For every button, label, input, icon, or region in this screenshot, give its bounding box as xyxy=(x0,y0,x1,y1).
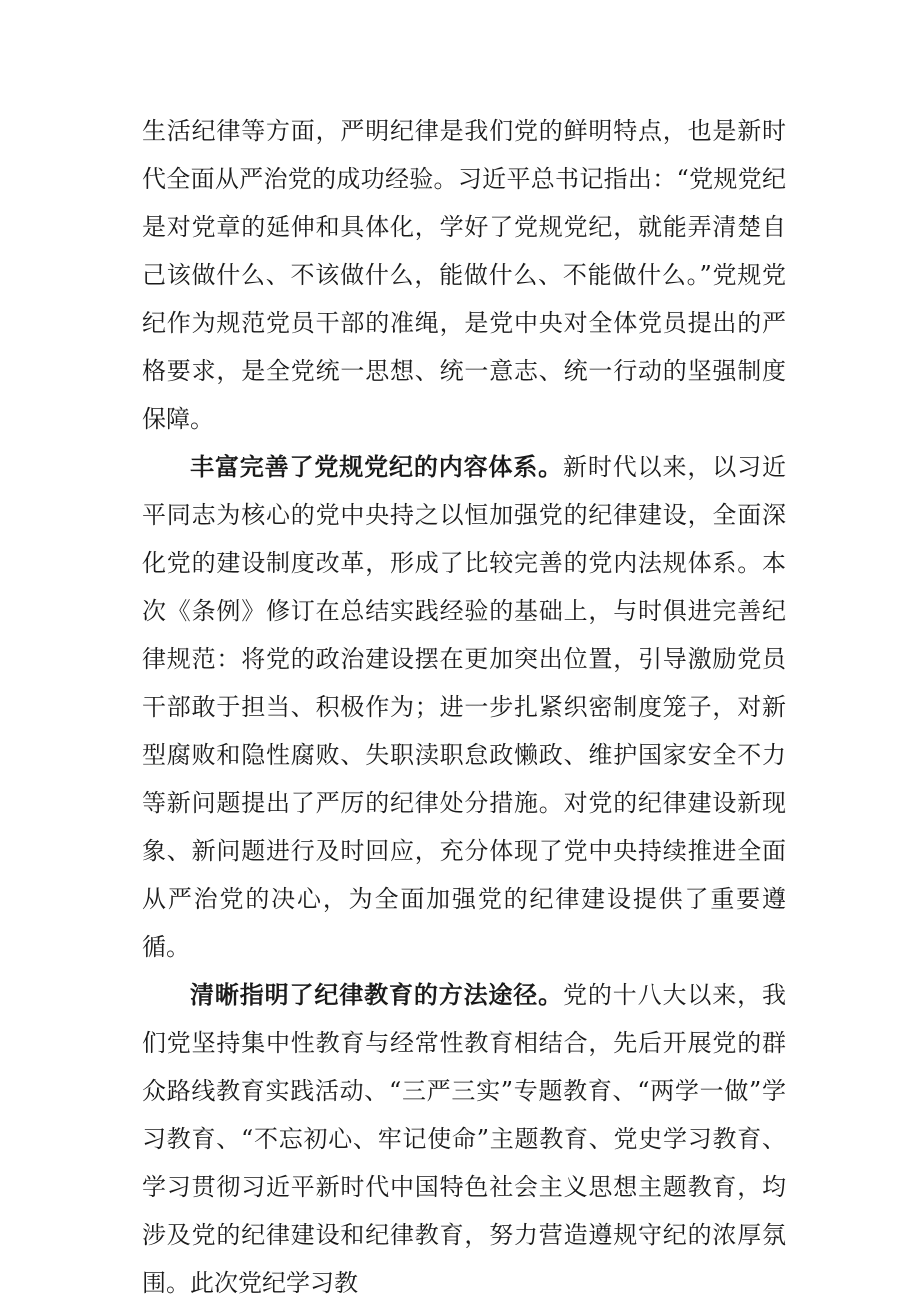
paragraph-3-text: 党的十八大以来，我们党坚持集中性教育与经常性教育相结合，先后开展党的群众路线教育实践活动、“三严三实”专题教育、“两学一做”学习教育、“不忘初心、牢记使命”主题教育、党史学习教育、学习贯彻习近平新时代中国特色社会主义思想主题教育，均涉及党的纪律建设和纪律教育，努力营造遵规守纪的浓厚氛围。此次党纪学习教 xyxy=(142,981,787,1297)
paragraph-2 xyxy=(142,443,786,971)
paragraph-2-heading: 丰富完善了党规党纪的内容体系。 xyxy=(190,452,564,481)
paragraph-3-heading: 清晰指明了纪律教育的方法途径。 xyxy=(190,980,564,1009)
document-body xyxy=(142,107,786,1307)
paragraph-3 xyxy=(142,971,786,1307)
paragraph-1-text: 生活纪律等方面，严明纪律是我们党的鲜明特点，也是新时代全面从严治党的成功经验。习近平总书记指出：“党规党纪是对党章的延伸和具体化，学好了党规党纪，就能弄清楚自己该做什么、不该做什么，能做什么、不能做什么。”党规党纪作为规范党员干部的准绳，是党中央对全体党员提出的严格要求，是全党统一思想、统一意志、统一行动的坚强制度保障。 xyxy=(142,117,786,433)
paragraph-2-text: 新时代以来，以习近平同志为核心的党中央持之以恒加强党的纪律建设，全面深化党的建设制度改革，形成了比较完善的党内法规体系。本次《条例》修订在总结实践经验的基础上，与时俱进完善纪律规范：将党的政治建设摆在更加突出位置，引导激励党员干部敢于担当、积极作为；进一步扎紧织密制度笼子，对新型腐败和隐性腐败、失职渎职怠政懒政、维护国家安全不力等新问题提出了严厉的纪律处分措施。对党的纪律建设新现象、新问题进行及时回应，充分体现了党中央持续推进全面从严治党的决心，为全面加强党的纪律建设提供了重要遵循。 xyxy=(142,453,787,961)
paragraph-1 xyxy=(142,107,786,443)
